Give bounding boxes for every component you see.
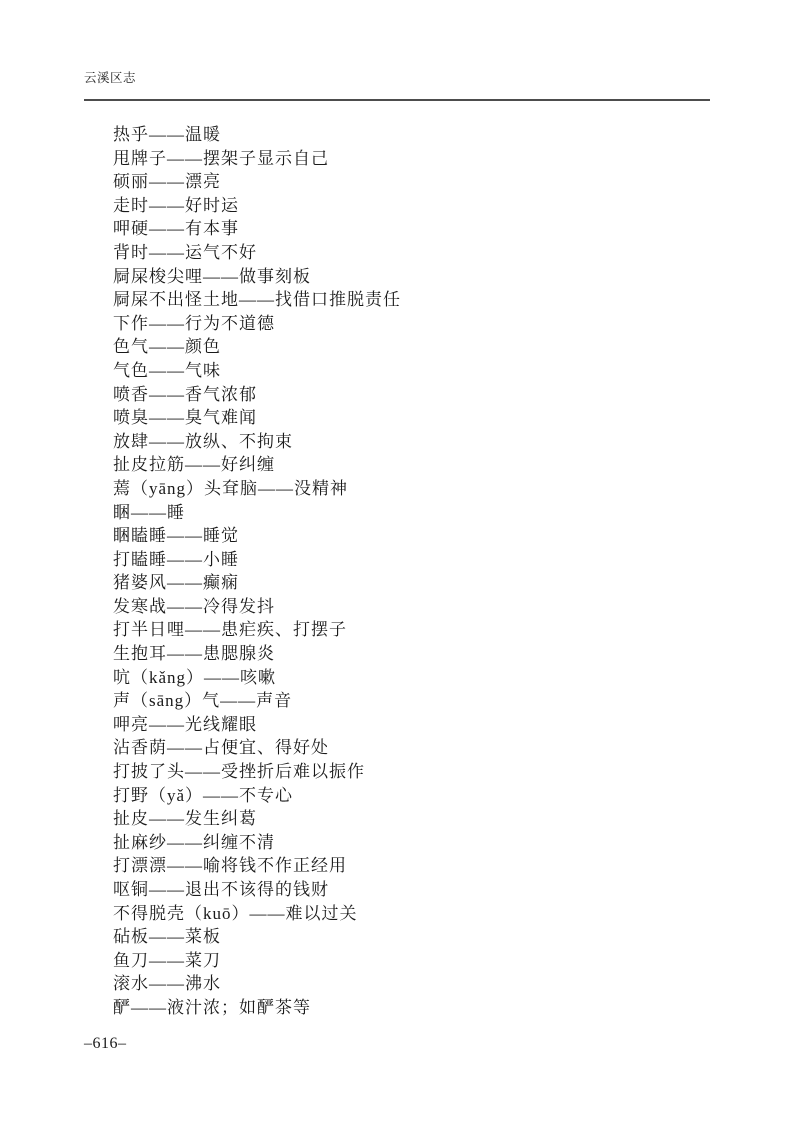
glossary-entry: 生抱耳——患腮腺炎 <box>113 644 275 664</box>
glossary-entry: 鱼刀——菜刀 <box>113 950 221 970</box>
glossary-entry: 甩牌子——摆架子显示自己 <box>113 148 329 168</box>
glossary-entry: 酽——液汁浓；如酽茶等 <box>113 997 311 1017</box>
glossary-entry: 气色——气味 <box>113 360 221 380</box>
glossary-entry: 打瞌睡——小睡 <box>113 549 239 569</box>
glossary-entry: 吭（kǎng）——咳嗽 <box>113 667 277 687</box>
page-number: –616– <box>84 1035 127 1052</box>
glossary-entry: 走时——好时运 <box>113 195 239 215</box>
glossary-entry: 呷亮——光线耀眼 <box>113 714 257 734</box>
glossary-entry: 不得脱壳（kuō）——难以过关 <box>113 903 358 923</box>
glossary-entry: 打半日哩——患疟疾、打摆子 <box>113 620 347 640</box>
glossary-entry: 猪婆风——癫痫 <box>113 573 239 593</box>
glossary-entry: 呕铜——退出不该得的钱财 <box>113 880 329 899</box>
glossary-entry: 蔫（yāng）头耷脑——没精神 <box>113 478 349 498</box>
glossary-entry: 打披了头——受挫折后难以振作 <box>113 762 365 782</box>
glossary-entry: 声（sāng）气——声音 <box>113 691 293 711</box>
glossary-entry: 呷硬——有本事 <box>113 219 239 239</box>
glossary-entry-list <box>113 123 733 1020</box>
glossary-entry: 色气——颜色 <box>113 337 221 357</box>
glossary-entry: 睏——睡 <box>113 502 185 522</box>
glossary-entry: 打野（yǎ）——不专心 <box>113 785 294 805</box>
glossary-entry: 背时——运气不好 <box>113 242 257 262</box>
glossary-entry: 沾香荫——占便宜、得好处 <box>113 738 329 758</box>
glossary-entry: 扯皮——发生纠葛 <box>113 809 257 829</box>
glossary-entry: 滚水——沸水 <box>113 974 221 994</box>
glossary-entry: 扯皮拉筋——好纠缠 <box>113 455 275 475</box>
glossary-entry: 屙屎不出怪土地——找借口推脱责任 <box>113 290 401 310</box>
glossary-entry: 发寒战——冷得发抖 <box>113 596 275 616</box>
glossary-entry: 下作——行为不道德 <box>113 313 275 333</box>
book-title: 云溪区志 <box>84 71 137 85</box>
glossary-entry: 放肆——放纵、不拘束 <box>113 431 293 451</box>
glossary-entry: 屙屎梭尖哩——做事刻板 <box>113 266 311 286</box>
glossary-entry: 热乎——温暖 <box>113 125 221 144</box>
glossary-entry: 扯麻纱——纠缠不清 <box>113 832 275 852</box>
glossary-entry: 砧板——菜板 <box>113 927 221 947</box>
header-divider <box>84 99 710 101</box>
glossary-entry: 打漂漂——喻将钱不作正经用 <box>113 856 347 876</box>
glossary-entry: 喷香——香气浓郁 <box>113 384 257 404</box>
glossary-entry: 喷臭——臭气难闻 <box>113 408 257 428</box>
glossary-entry: 睏瞌睡——睡觉 <box>113 526 239 546</box>
glossary-entry: 硕丽——漂亮 <box>113 172 221 192</box>
